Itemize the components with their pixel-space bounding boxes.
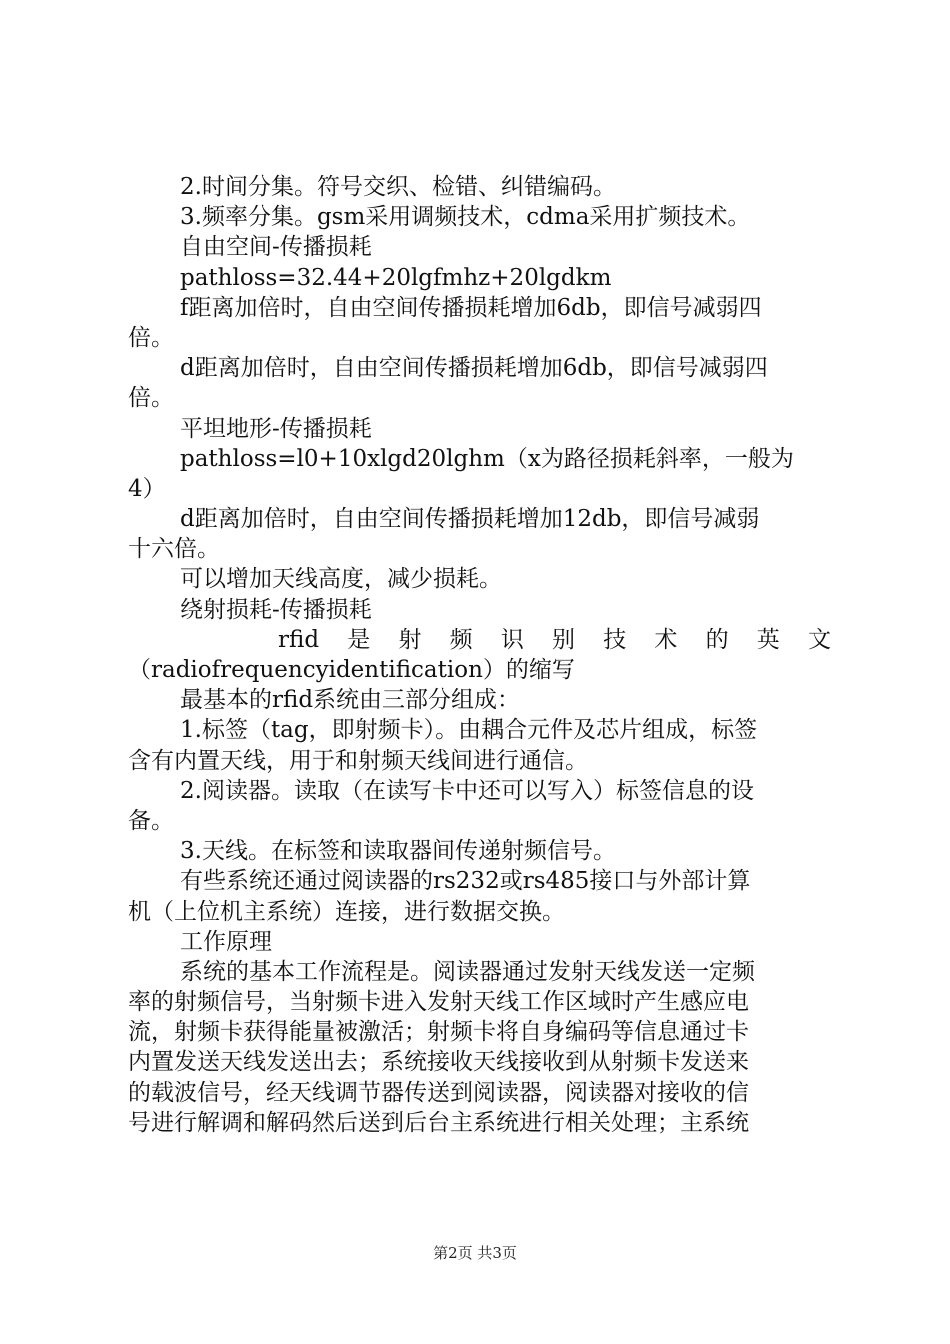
- text-line: （radiofrequencyidentification）的缩写: [128, 657, 575, 683]
- text-line: 内置发送天线发送出去；系统接收天线接收到从射频卡发送来: [128, 1049, 749, 1076]
- list-item: 2.阅读器。读取（在读写卡中还可以写入）标签信息的设: [180, 777, 754, 804]
- justified-word: 术: [654, 626, 678, 653]
- text-line: 的载波信号，经天线调节器传送到阅读器，阅读器对接收的信: [128, 1079, 749, 1106]
- section-heading: 绕射损耗-传播损耗: [180, 596, 372, 623]
- justified-word: rfid: [278, 626, 320, 653]
- justified-word: 别: [552, 626, 575, 653]
- justified-word: 射: [398, 626, 422, 653]
- justified-word: 技: [603, 626, 627, 653]
- justified-word: 是: [347, 626, 371, 653]
- formula-line: pathloss=l0+10xlgd20lghm（x为路径损耗斜率，一般为: [180, 445, 794, 472]
- formula-line: pathloss=32.44+20lgfmhz+20lgdkm: [180, 264, 612, 291]
- text-line: 十六倍。: [128, 536, 220, 563]
- text-line: 倍。: [128, 385, 174, 412]
- text-line: 备。: [128, 807, 174, 834]
- section-heading: 平坦地形-传播损耗: [180, 415, 372, 442]
- text-line: 2.时间分集。符号交织、检错、纠错编码。: [180, 174, 616, 200]
- text-line: 倍。: [128, 324, 174, 351]
- justified-word: 英: [756, 626, 780, 653]
- justified-word: 频: [449, 626, 473, 653]
- text-line: 含有内置天线，用于和射频天线间进行通信。: [128, 747, 588, 774]
- justified-text-line: [128, 625, 831, 655]
- text-line: 机（上位机主系统）连接，进行数据交换。: [128, 898, 565, 925]
- text-line: f距离加倍时，自由空间传播损耗增加6db，即信号减弱四: [180, 294, 762, 321]
- text-line: 流，射频卡获得能量被激活；射频卡将自身编码等信息通过卡: [128, 1019, 749, 1046]
- justified-word: 文: [807, 626, 831, 653]
- text-line: 系统的基本工作流程是。阅读器通过发射天线发送一定频: [180, 958, 755, 985]
- justified-word: 的: [705, 626, 729, 653]
- text-line: 号进行解调和解码然后送到后台主系统进行相关处理；主系统: [128, 1109, 749, 1136]
- text-line: d距离加倍时，自由空间传播损耗增加6db，即信号减弱四: [180, 355, 768, 382]
- document-body: [128, 172, 831, 1138]
- justified-word: 识: [500, 626, 524, 653]
- page-number-footer: 第2页 共3页: [433, 1244, 517, 1262]
- text-line: 有些系统还通过阅读器的rs232或rs485接口与外部计算: [180, 868, 751, 895]
- text-line: 3.频率分集。gsm采用调频技术，cdma采用扩频技术。: [180, 204, 751, 231]
- text-line: 4）: [128, 475, 166, 502]
- list-item: 1.标签（tag，即射频卡）。由耦合元件及芯片组成，标签: [180, 717, 758, 744]
- section-heading: 工作原理: [180, 928, 272, 955]
- section-heading: 自由空间-传播损耗: [180, 234, 372, 261]
- list-item: 3.天线。在标签和读取器间传递射频信号。: [180, 838, 616, 865]
- text-line: d距离加倍时，自由空间传播损耗增加12db，即信号减弱: [180, 506, 760, 533]
- text-line: 率的射频信号，当射频卡进入发射天线工作区域时产生感应电: [128, 989, 749, 1016]
- text-line: 最基本的rfid系统由三部分组成：: [180, 687, 521, 714]
- text-line: 可以增加天线高度，减少损耗。: [180, 566, 502, 593]
